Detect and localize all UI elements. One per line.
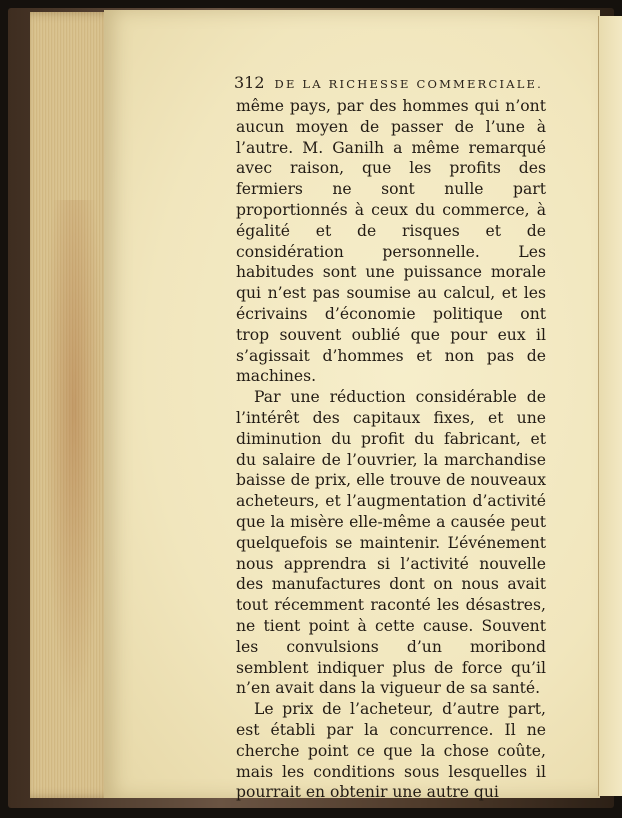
body-text bbox=[236, 96, 546, 803]
paragraph-1: même pays, par des hommes qui n’ont aucun moyen de passer de l’une à l’autre. M. Ganilh a même remarqué avec raison, que les profits des fermiers ne sont nulle part proportionnés à ceux du commerce, à égalité et de risques et de considération personnelle. Les habitudes sont une puissance morale qui n’est pas soumise au calcul, et les écrivains d’économie politique ont trop souvent oublié que pour eux il s’agissait d’hommes et non pas de machines. bbox=[236, 97, 546, 386]
running-head bbox=[234, 73, 544, 95]
page-number: 312 bbox=[234, 73, 265, 92]
facing-page-edge bbox=[598, 16, 622, 796]
running-title: DE LA RICHESSE COMMERCIALE. bbox=[274, 77, 544, 91]
paragraph-3: Le prix de l’acheteur, d’autre part, est établi par la concurrence. Il ne cherche point ce que la chose coûte, mais les conditions sous lesquelles il pourrait en obtenir une autre qui bbox=[236, 700, 546, 802]
paragraph-2: Par une réduction considérable de l’intérêt des capitaux fixes, et une diminution du profit du fabricant, et du salaire de l’ouvrier, la marchandise baisse de prix, elle trouve de nouveaux acheteurs, et l’augmentation d’activité que la misère elle-même a causée peut quelquefois se maintenir. L’événement nous apprendra si l’activité nouvelle des manufactures dont on nous avait tout récemment raconté les désastres, ne tient point à cette cause. Souvent les convulsions d’un moribond semblent indiquer plus de force qu’il n’en avait dans la vigueur de sa santé. bbox=[236, 388, 546, 698]
page-edge-stain bbox=[44, 200, 104, 720]
